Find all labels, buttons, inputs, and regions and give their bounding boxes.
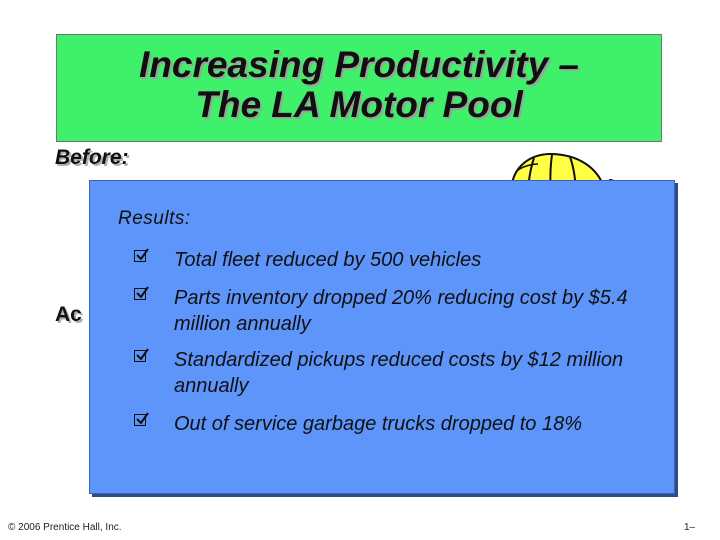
title-box (56, 34, 662, 142)
slide-title-line-2: The LA Motor Pool (195, 84, 523, 125)
copyright-text: © 2006 Prentice Hall, Inc. (8, 522, 122, 533)
result-text: Out of service garbage trucks dropped to 18% (174, 413, 583, 435)
after-label-fragment: Ac (55, 303, 82, 326)
result-text: Total fleet reduced by 500 vehicles (174, 249, 482, 271)
checkbox-checked-icon (134, 288, 146, 300)
result-text: Parts inventory dropped 20% reducing cost by $5.4 million annually (174, 287, 628, 335)
results-title: Results: (118, 208, 191, 229)
checkbox-checked-icon (134, 414, 146, 426)
checkbox-checked-icon (134, 350, 146, 362)
results-box (89, 180, 675, 494)
checkbox-checked-icon (134, 250, 146, 262)
before-label: Before: (55, 146, 129, 169)
slide-title-line-1: Increasing Productivity – (138, 44, 580, 85)
page-number: 1– (684, 522, 696, 533)
result-text: Standardized pickups reduced costs by $12 million annually (174, 349, 624, 397)
